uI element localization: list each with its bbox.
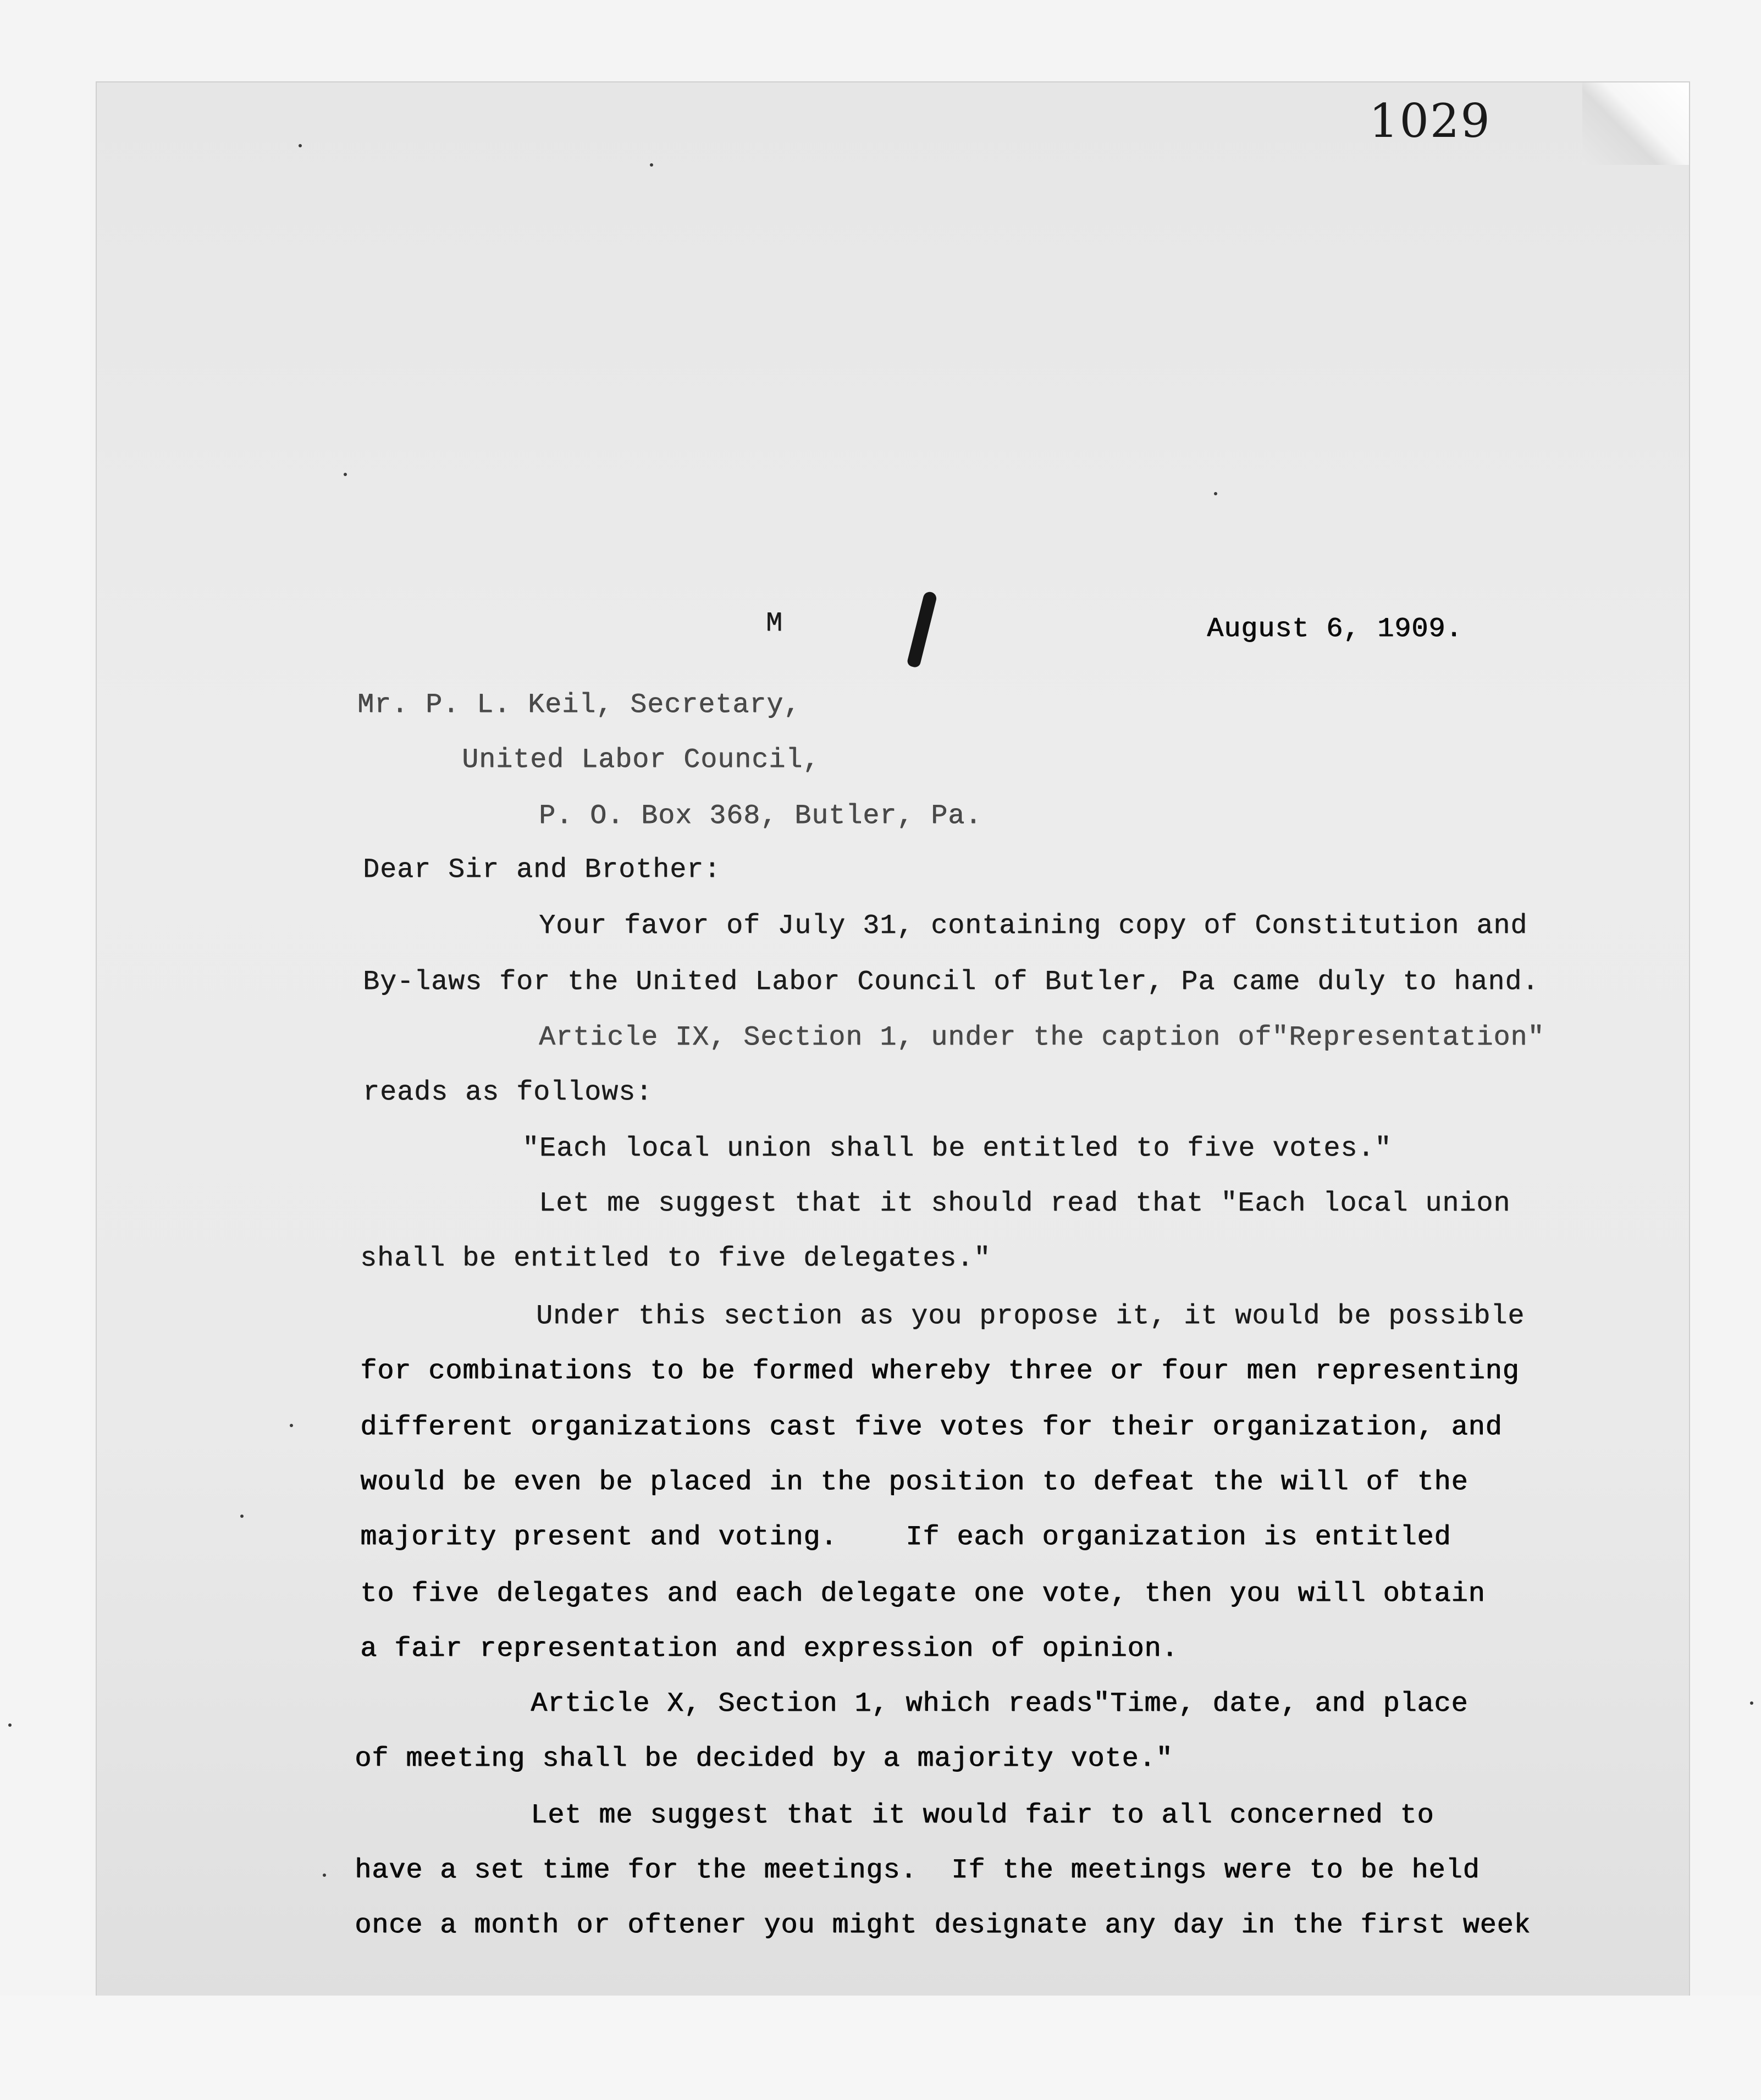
body-line: Your favor of July 31, containing copy of Constitution and bbox=[539, 910, 1528, 942]
body-line: to five delegates and each delegate one vote, then you will obtain bbox=[360, 1578, 1486, 1610]
scan-speck bbox=[1750, 1701, 1753, 1705]
scan-speck bbox=[8, 1723, 12, 1727]
body-line: Article IX, Section 1, under the caption of"Representation" bbox=[539, 1022, 1545, 1053]
body-line: would be even be placed in the position to defeat the will of the bbox=[360, 1467, 1469, 1498]
body-line: By-laws for the United Labor Council of Butler, Pa came duly to hand. bbox=[363, 966, 1539, 998]
body-line: majority present and voting. If each organization is entitled bbox=[360, 1522, 1451, 1553]
body-line: for combinations to be formed whereby three or four men representing bbox=[360, 1356, 1520, 1387]
body-line: Article X, Section 1, which reads"Time, date, and place bbox=[531, 1688, 1469, 1720]
salutation: Dear Sir and Brother: bbox=[363, 854, 721, 886]
quoted-article: "Each local union shall be entitled to five votes." bbox=[522, 1133, 1392, 1164]
scan-speck bbox=[1214, 492, 1217, 495]
scan-speck bbox=[323, 1874, 326, 1877]
body-line: a fair representation and expression of opinion. bbox=[360, 1633, 1179, 1665]
body-line: once a month or oftener you might designate any day in the first week bbox=[355, 1910, 1531, 1941]
folded-corner bbox=[1582, 82, 1689, 165]
address-box: P. O. Box 368, Butler, Pa. bbox=[539, 800, 982, 832]
address-name: Mr. P. L. Keil, Secretary, bbox=[357, 689, 801, 721]
page-number: 1029 bbox=[1369, 94, 1491, 148]
office-mark: M bbox=[766, 608, 783, 639]
address-organization: United Labor Council, bbox=[462, 744, 820, 776]
body-line: Under this section as you propose it, it would be possible bbox=[536, 1301, 1525, 1332]
body-line: Let me suggest that it would fair to all concerned to bbox=[531, 1800, 1434, 1831]
scan-speck bbox=[299, 144, 302, 147]
scan-margin bbox=[0, 1996, 1761, 2100]
body-line: shall be entitled to five delegates." bbox=[360, 1243, 991, 1274]
letter-date: August 6, 1909. bbox=[1207, 614, 1463, 645]
body-line: reads as follows: bbox=[363, 1077, 653, 1108]
body-line: different organizations cast five votes for their organization, and bbox=[360, 1412, 1503, 1443]
scan-speck bbox=[290, 1424, 293, 1427]
scan-speck bbox=[240, 1515, 244, 1518]
scan-speck bbox=[650, 163, 653, 167]
body-line: of meeting shall be decided by a majority vote." bbox=[355, 1743, 1173, 1775]
body-line: have a set time for the meetings. If the meetings were to be held bbox=[355, 1855, 1480, 1886]
scan-speck bbox=[344, 473, 347, 476]
body-line: Let me suggest that it should read that "Each local union bbox=[539, 1188, 1511, 1219]
